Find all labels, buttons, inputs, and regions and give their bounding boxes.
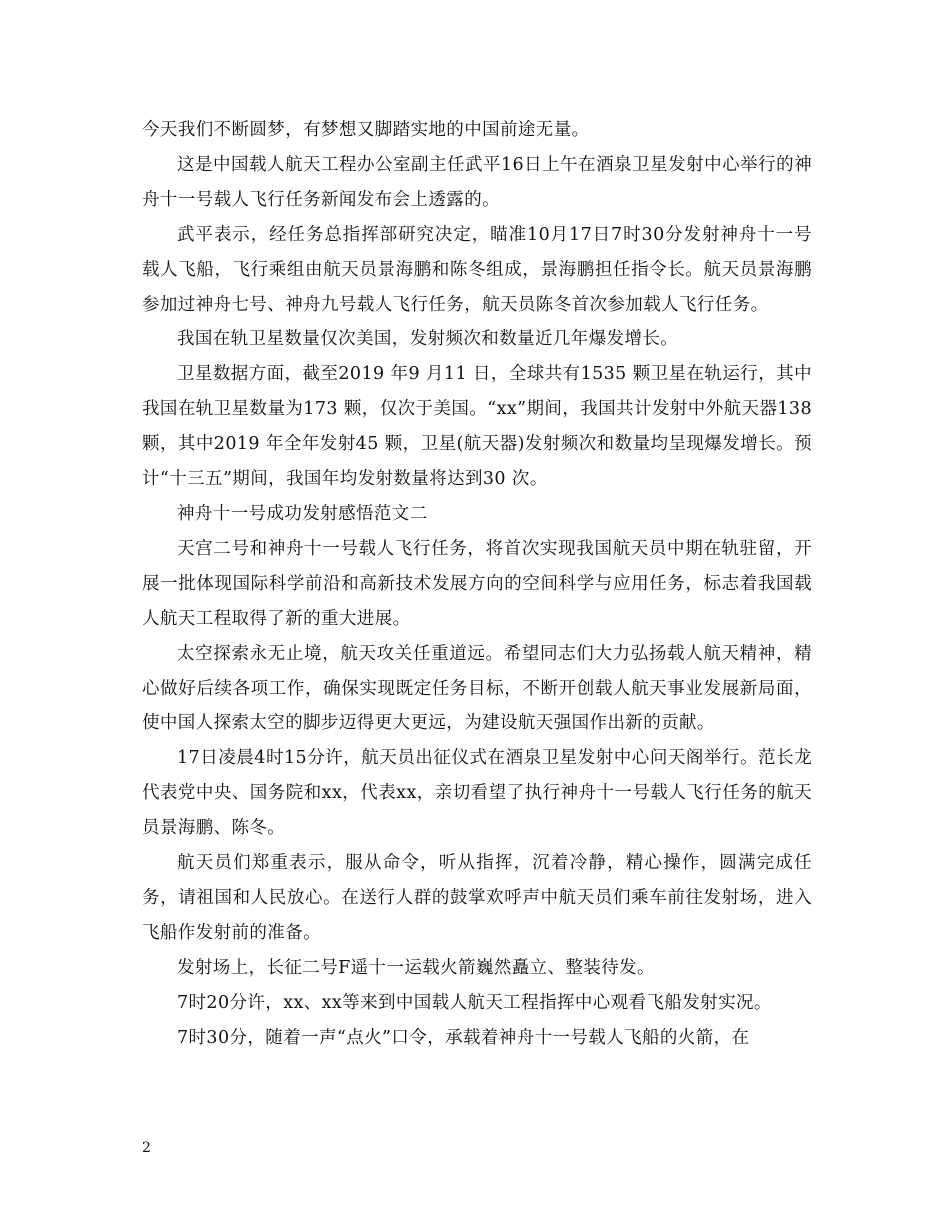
paragraph-12: 7时20分许，xx、xx等来到中国载人航天工程指挥中心观看飞船发射实况。 xyxy=(177,992,772,1013)
paragraph-9: 17日凌晨4时15分许，航天员出征仪式在酒泉卫星发射中心问天阁举行。范长龙代表党中央、国务院和xx，代表xx，亲切看望了执行神舟十一号载人飞行任务的航天员景海鹏、陈冬。 xyxy=(142,748,812,839)
paragraph-7: 天宫二号和神舟十一号载人飞行任务，将首次实现我国航天员中期在轨驻留，开展一批体现国际科学前沿和高新技术发展方向的空间科学与应用任务，标志着我国载人航天工程取得了新的重大进展。 xyxy=(142,538,812,629)
paragraph-3: 武平表示，经任务总指挥部研究决定，瞄准10月17日7时30分发射神舟十一号载人飞船，飞行乘组由航天员景海鹏和陈冬组成，景海鹏担任指令长。航天员景海鹏参加过神舟七号、神舟九号载人飞行任务，航天员陈冬首次参加载人飞行任务。 xyxy=(142,224,812,315)
paragraph-8: 太空探索永无止境，航天攻关任重道远。希望同志们大力弘扬载人航天精神，精心做好后续各项工作，确保实现既定任务目标，不断开创载人航天事业发展新局面，使中国人探索太空的脚步迈得更大更远，为建设航天强国作出新的贡献。 xyxy=(142,643,812,734)
page-number: 2 xyxy=(142,1140,151,1156)
paragraph-13: 7时30分，随着一声“点火”口令，承载着神舟十一号载人飞船的火箭，在 xyxy=(177,1027,750,1048)
section-heading: 神舟十一号成功发射感悟范文二 xyxy=(177,503,428,524)
paragraph-2: 这是中国载人航天工程办公室副主任武平16日上午在酒泉卫星发射中心举行的神舟十一号载人飞行任务新闻发布会上透露的。 xyxy=(142,154,812,210)
paragraph-11: 发射场上，长征二号F遥十一运载火箭巍然矗立、整装待发。 xyxy=(177,957,655,978)
paragraph-5: 卫星数据方面，截至2019 年9 月11 日，全球共有1535 颗卫星在轨运行，其中我国在轨卫星数量为173 颗，仅次于美国。“xx”期间，我国共计发射中外航天器138 颗，其中2019 年全年发射45 颗，卫星(航天器)发射频次和数量均呈现爆发增长。预计“十三五”期间，我国年均发射数量将达到30 次。 xyxy=(142,364,812,490)
document-body xyxy=(142,113,812,1055)
paragraph-1: 今天我们不断圆梦，有梦想又脚踏实地的中国前途无量。 xyxy=(142,120,590,140)
paragraph-4: 我国在轨卫星数量仅次美国，发射频次和数量近几年爆发增长。 xyxy=(177,329,679,350)
paragraph-10: 航天员们郑重表示，服从命令，听从指挥，沉着冷静，精心操作，圆满完成任务，请祖国和人民放心。在送行人群的鼓掌欢呼声中航天员们乘车前往发射场，进入飞船作发射前的准备。 xyxy=(142,853,812,943)
